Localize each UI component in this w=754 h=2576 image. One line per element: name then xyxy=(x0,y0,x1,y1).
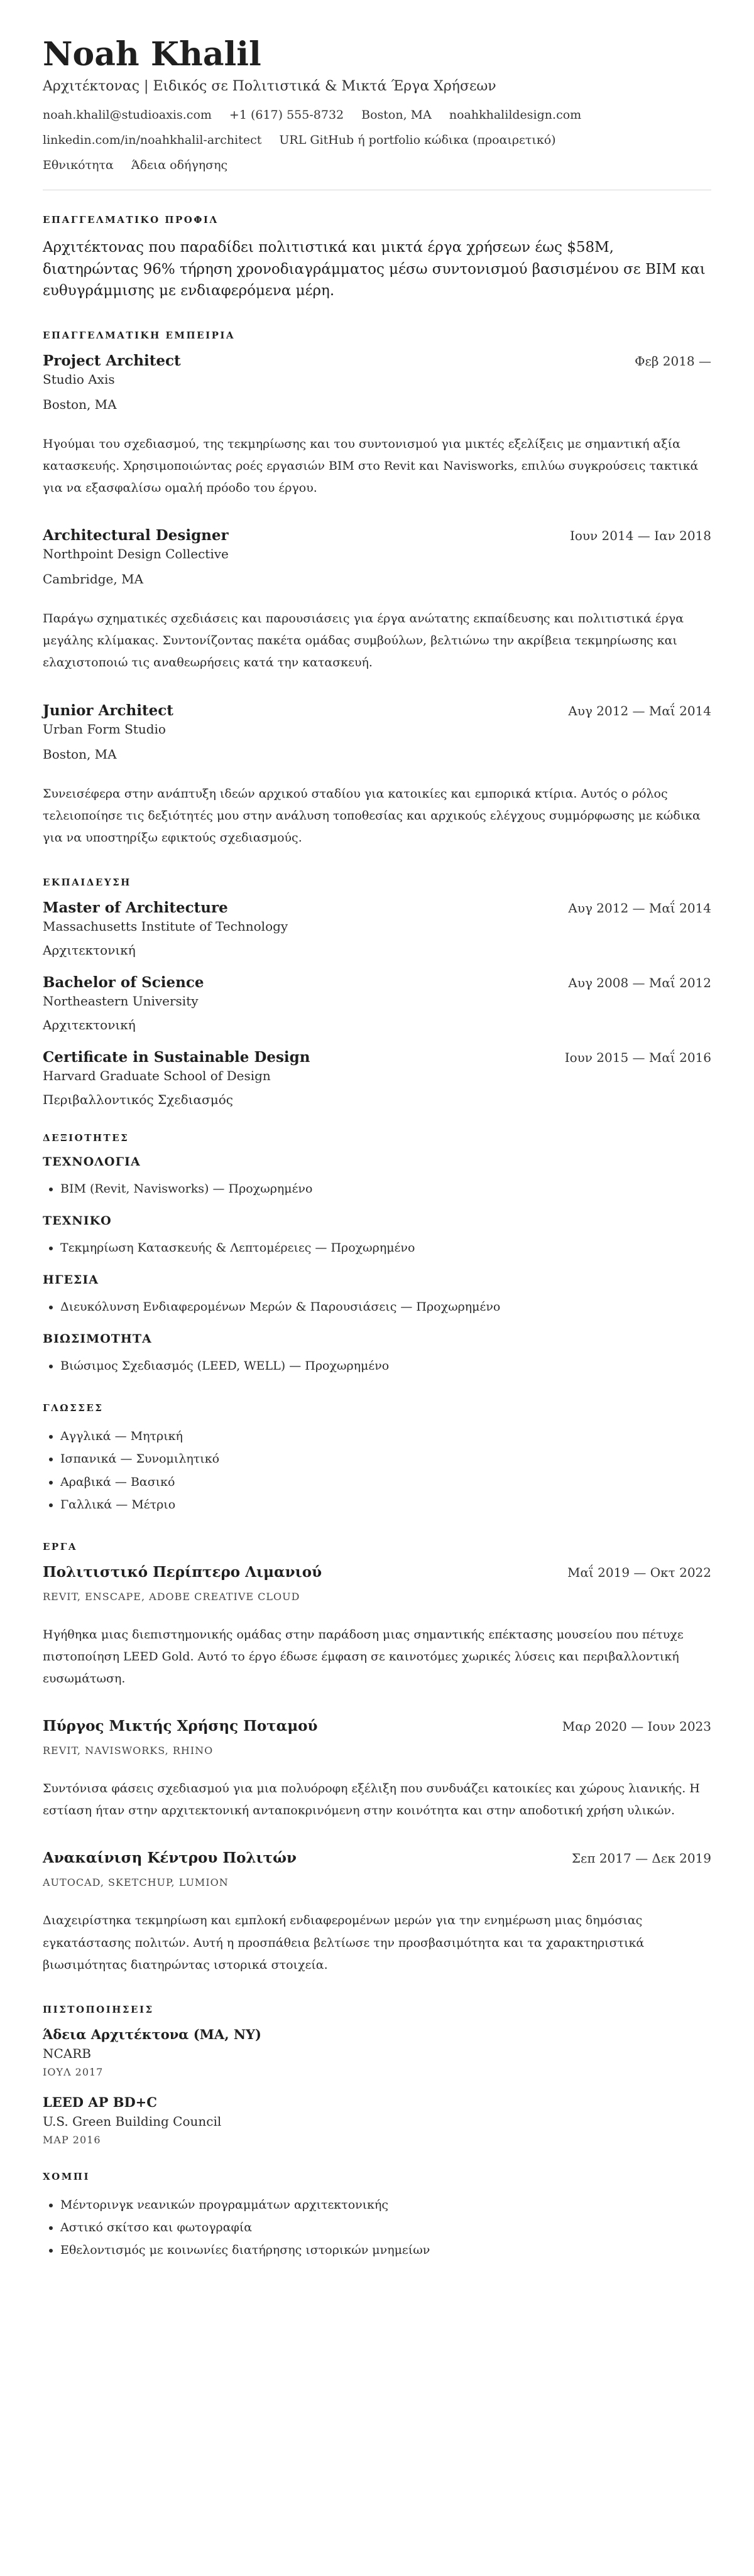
job-location: Cambridge, MA xyxy=(43,571,144,587)
section-title-skills: ΔΕΞΙΟΤΗΤΕΣ xyxy=(43,1132,129,1144)
job-description: Παράγω σχηματικές σχεδιάσεις και παρουσιάσεις για έργα ανώτατης εκπαίδευσης και πολιτιστικά έργα μεγάλης κλίμακας. Συντονίζοντας πακέτα ομάδας συμβούλων, βελτιώνω την ακρίβεια τεκμηρίωσης και ελαχιστοποιώ τις αναθεωρήσεις κατά την κατασκευή. xyxy=(43,612,684,670)
degree-dates: Ιουν 2015 — Μαΐ 2016 xyxy=(564,1049,711,1065)
project-entry xyxy=(43,1564,711,1690)
section-title-experience: ΕΠΑΓΓΕΛΜΑΤΙΚΗ ΕΜΠΕΙΡΙΑ xyxy=(43,329,236,341)
job-dates: Αυγ 2012 — Μαΐ 2014 xyxy=(568,703,711,718)
job-dates: Φεβ 2018 — xyxy=(635,353,711,369)
job-dates: Ιουν 2014 — Ιαν 2018 xyxy=(569,528,711,544)
job-description: Ηγούμαι του σχεδιασμού, της τεκμηρίωσης και του συντονισμού για μικτές εξελίξεις με σημαντική αξία κατασκευής. Χρησιμοποιώντας ροές εργασιών BIM στο Revit και Navisworks, επιλύω συγκρούσεις τακτικά για να εξασφαλίσω ομαλή πρόοδο του έργου. xyxy=(43,436,699,495)
contact-website[interactable]: noahkhalildesign.com xyxy=(449,108,582,122)
project-tech: AUTOCAD, SKETCHUP, LUMION xyxy=(43,1876,229,1889)
project-description: Ηγήθηκα μιας διεπιστημονικής ομάδας στην παράδοση μιας σημαντικής επέκτασης μουσείου που πέτυχε πιστοποίηση LEED Gold. Αυτό το έργο έδωσε έμφαση σε καινοτόμες χωρικές λύσεις και περιβαλλοντική ευσωμάτωση. xyxy=(43,1627,684,1686)
experience-entry xyxy=(43,352,711,499)
school-name: Northeastern University xyxy=(43,993,199,1009)
contact-email[interactable]: noah.khalil@studioaxis.com xyxy=(43,108,212,122)
certification-date: ΜΑΡ 2016 xyxy=(43,2133,101,2146)
contact-location: Boston, MA xyxy=(361,108,432,122)
certifications-section xyxy=(43,2004,711,2146)
job-company: Urban Form Studio xyxy=(43,721,166,737)
project-dates: Μαρ 2020 — Ιουν 2023 xyxy=(562,1719,711,1734)
certification-entry xyxy=(43,2027,711,2078)
profile-summary: Αρχιτέκτονας που παραδίδει πολιτιστικά και μικτά έργα χρήσεων έως $58M, διατηρώντας 96% τήρηση χρονοδιαγράμματος μέσω συντονισμού βασισμένου σε BIM και ευθυγράμμισης με ενδιαφερόμενα μέρη. xyxy=(43,239,706,300)
profile-section xyxy=(43,214,711,302)
job-company: Northpoint Design Collective xyxy=(43,546,229,562)
skill-item: • Τεκμηρίωση Κατασκευής & Λεπτομέρειες — Προχωρημένο xyxy=(60,1237,711,1259)
project-description: Συντόνισα φάσεις σχεδιασμού για μια πολυόροφη εξέλιξη που συνδυάζει κατοικίες και χώρους λιανικής. Η εστίαση ήταν στην αρχιτεκτονική ανταποκρινόμενη στην κοινότητα και στην αποδοτική χρήση υλικών. xyxy=(43,1782,700,1818)
job-location: Boston, MA xyxy=(43,746,117,762)
hobbies-section xyxy=(43,2171,711,2261)
contact-phone[interactable]: +1 (617) 555-8732 xyxy=(229,108,344,122)
section-title-projects: ΕΡΓΑ xyxy=(43,1540,77,1552)
contact-row-2 xyxy=(43,133,711,147)
experience-section xyxy=(43,330,711,849)
project-name: Ανακαίνιση Κέντρου Πολιτών xyxy=(43,1849,297,1867)
degree-title: Certificate in Sustainable Design xyxy=(43,1048,310,1066)
education-section xyxy=(43,877,711,1107)
contact-nationality: Εθνικότητα xyxy=(43,158,114,173)
field-of-study: Αρχιτεκτονική xyxy=(43,942,136,958)
contact-row-3 xyxy=(43,158,711,172)
contact-portfolio[interactable]: URL GitHub ή portfolio κώδικα (προαιρετικό) xyxy=(279,133,556,148)
job-company: Studio Axis xyxy=(43,371,115,387)
education-entry xyxy=(43,974,711,1032)
hobby-item: • Εθελοντισμός με κοινωνίες διατήρησης ιστορικών μνημείων xyxy=(60,2239,711,2261)
skill-item: • Διευκόλυνση Ενδιαφερομένων Μερών & Παρουσιάσεις — Προχωρημένο xyxy=(60,1296,711,1318)
project-dates: Μαΐ 2019 — Οκτ 2022 xyxy=(567,1564,711,1580)
project-dates: Σεπ 2017 — Δεκ 2019 xyxy=(571,1851,711,1866)
skill-category: ΤΕΧΝΙΚΟ xyxy=(43,1214,112,1228)
project-entry xyxy=(43,1718,711,1822)
project-tech: REVIT, NAVISWORKS, RHINO xyxy=(43,1745,214,1757)
job-location: Boston, MA xyxy=(43,396,117,412)
degree-dates: Αυγ 2008 — Μαΐ 2012 xyxy=(568,975,711,990)
certification-entry xyxy=(43,2094,711,2146)
certification-issuer: U.S. Green Building Council xyxy=(43,2113,222,2129)
project-name: Πύργος Μικτής Χρήσης Ποταμού xyxy=(43,1718,318,1735)
skill-group xyxy=(43,1332,711,1377)
job-title: Architectural Designer xyxy=(43,527,229,544)
resume-header xyxy=(43,36,711,172)
experience-entry xyxy=(43,702,711,849)
job-title: Project Architect xyxy=(43,352,181,369)
language-item: • Ισπανικά — Συνομιλητικό xyxy=(60,1448,711,1470)
projects-section xyxy=(43,1541,711,1976)
project-entry xyxy=(43,1849,711,1976)
skill-group xyxy=(43,1155,711,1200)
project-name: Πολιτιστικό Περίπτερο Λιμανιού xyxy=(43,1563,322,1581)
skills-section xyxy=(43,1132,711,1377)
skill-group xyxy=(43,1214,711,1259)
hobbies-list xyxy=(43,2194,711,2261)
languages-section xyxy=(43,1402,711,1515)
contact-drivers-license: Άδεια οδήγησης xyxy=(131,158,228,173)
degree-title: Bachelor of Science xyxy=(43,973,204,991)
education-entry xyxy=(43,899,711,958)
skill-item: • BIM (Revit, Navisworks) — Προχωρημένο xyxy=(60,1177,711,1200)
certification-name: Άδεια Αρχιτέκτονα (MA, NY) xyxy=(43,2026,261,2042)
language-item: • Αγγλικά — Μητρική xyxy=(60,1425,711,1448)
job-description: Συνεισέφερα στην ανάπτυξη ιδεών αρχικού σταδίου για κατοικίες και εμπορικά κτίρια. Αυτός ο ρόλος τελειοποίησε τις δεξιότητές μου στην ανάλυση τοποθεσίας και αρχικούς ελέγχους συμμόρφωσης με κώδικα για να υποστηρίξω εφικτούς σχεδιασμούς. xyxy=(43,786,701,845)
languages-list xyxy=(43,1425,711,1515)
language-item: • Αραβικά — Βασικό xyxy=(60,1471,711,1493)
headline: Αρχιτέκτονας | Ειδικός σε Πολιτιστικά & Μικτά Έργα Χρήσεων xyxy=(43,78,496,95)
certification-name: LEED AP BD+C xyxy=(43,2094,157,2110)
section-title-education: ΕΚΠΑΙΔΕΥΣΗ xyxy=(43,876,131,888)
certification-issuer: NCARB xyxy=(43,2045,92,2061)
section-title-hobbies: ΧΟΜΠΙ xyxy=(43,2170,90,2182)
contact-linkedin[interactable]: linkedin.com/in/noahkhalil-architect xyxy=(43,133,262,148)
education-entry xyxy=(43,1049,711,1107)
project-description: Διαχειρίστηκα τεκμηρίωση και εμπλοκή ενδιαφερομένων μερών για την ενημέρωση μιας δημόσιας εγκατάστασης πολιτών. Αυτή η προσπάθεια βελτίωσε την προσβασιμότητα και τα χαρακτηριστικά βιωσιμότητας διατηρώντας ιστορικά στοιχεία. xyxy=(43,1913,645,1972)
contact-row-1 xyxy=(43,108,711,122)
skill-group xyxy=(43,1273,711,1318)
skill-category: ΗΓΕΣΙΑ xyxy=(43,1273,99,1287)
degree-dates: Αυγ 2012 — Μαΐ 2014 xyxy=(568,900,711,916)
hobby-item: • Αστικό σκίτσο και φωτογραφία xyxy=(60,2216,711,2239)
job-title: Junior Architect xyxy=(43,701,173,719)
skill-category: ΒΙΩΣΙΜΟΤΗΤΑ xyxy=(43,1332,152,1346)
language-item: • Γαλλικά — Μέτριο xyxy=(60,1493,711,1516)
degree-title: Master of Architecture xyxy=(43,899,228,916)
experience-entry xyxy=(43,527,711,674)
skill-item: • Βιώσιμος Σχεδιασμός (LEED, WELL) — Προχωρημένο xyxy=(60,1355,711,1377)
field-of-study: Περιβαλλοντικός Σχεδιασμός xyxy=(43,1091,233,1107)
section-title-profile: ΕΠΑΓΓΕΛΜΑΤΙΚΟ ΠΡΟΦΙΛ xyxy=(43,214,219,226)
hobby-item: • Μέντορινγκ νεανικών προγραμμάτων αρχιτεκτονικής xyxy=(60,2194,711,2216)
field-of-study: Αρχιτεκτονική xyxy=(43,1017,136,1032)
skill-category: ΤΕΧΝΟΛΟΓΙΑ xyxy=(43,1154,141,1169)
school-name: Harvard Graduate School of Design xyxy=(43,1068,271,1083)
project-tech: REVIT, ENSCAPE, ADOBE CREATIVE CLOUD xyxy=(43,1590,300,1603)
candidate-name: Noah Khalil xyxy=(43,35,261,73)
section-title-languages: ΓΛΩΣΣΕΣ xyxy=(43,1402,104,1414)
certification-date: ΙΟΥΛ 2017 xyxy=(43,2065,104,2078)
school-name: Massachusetts Institute of Technology xyxy=(43,918,288,934)
section-title-certifications: ΠΙΣΤΟΠΟΙΗΣΕΙΣ xyxy=(43,2003,154,2015)
